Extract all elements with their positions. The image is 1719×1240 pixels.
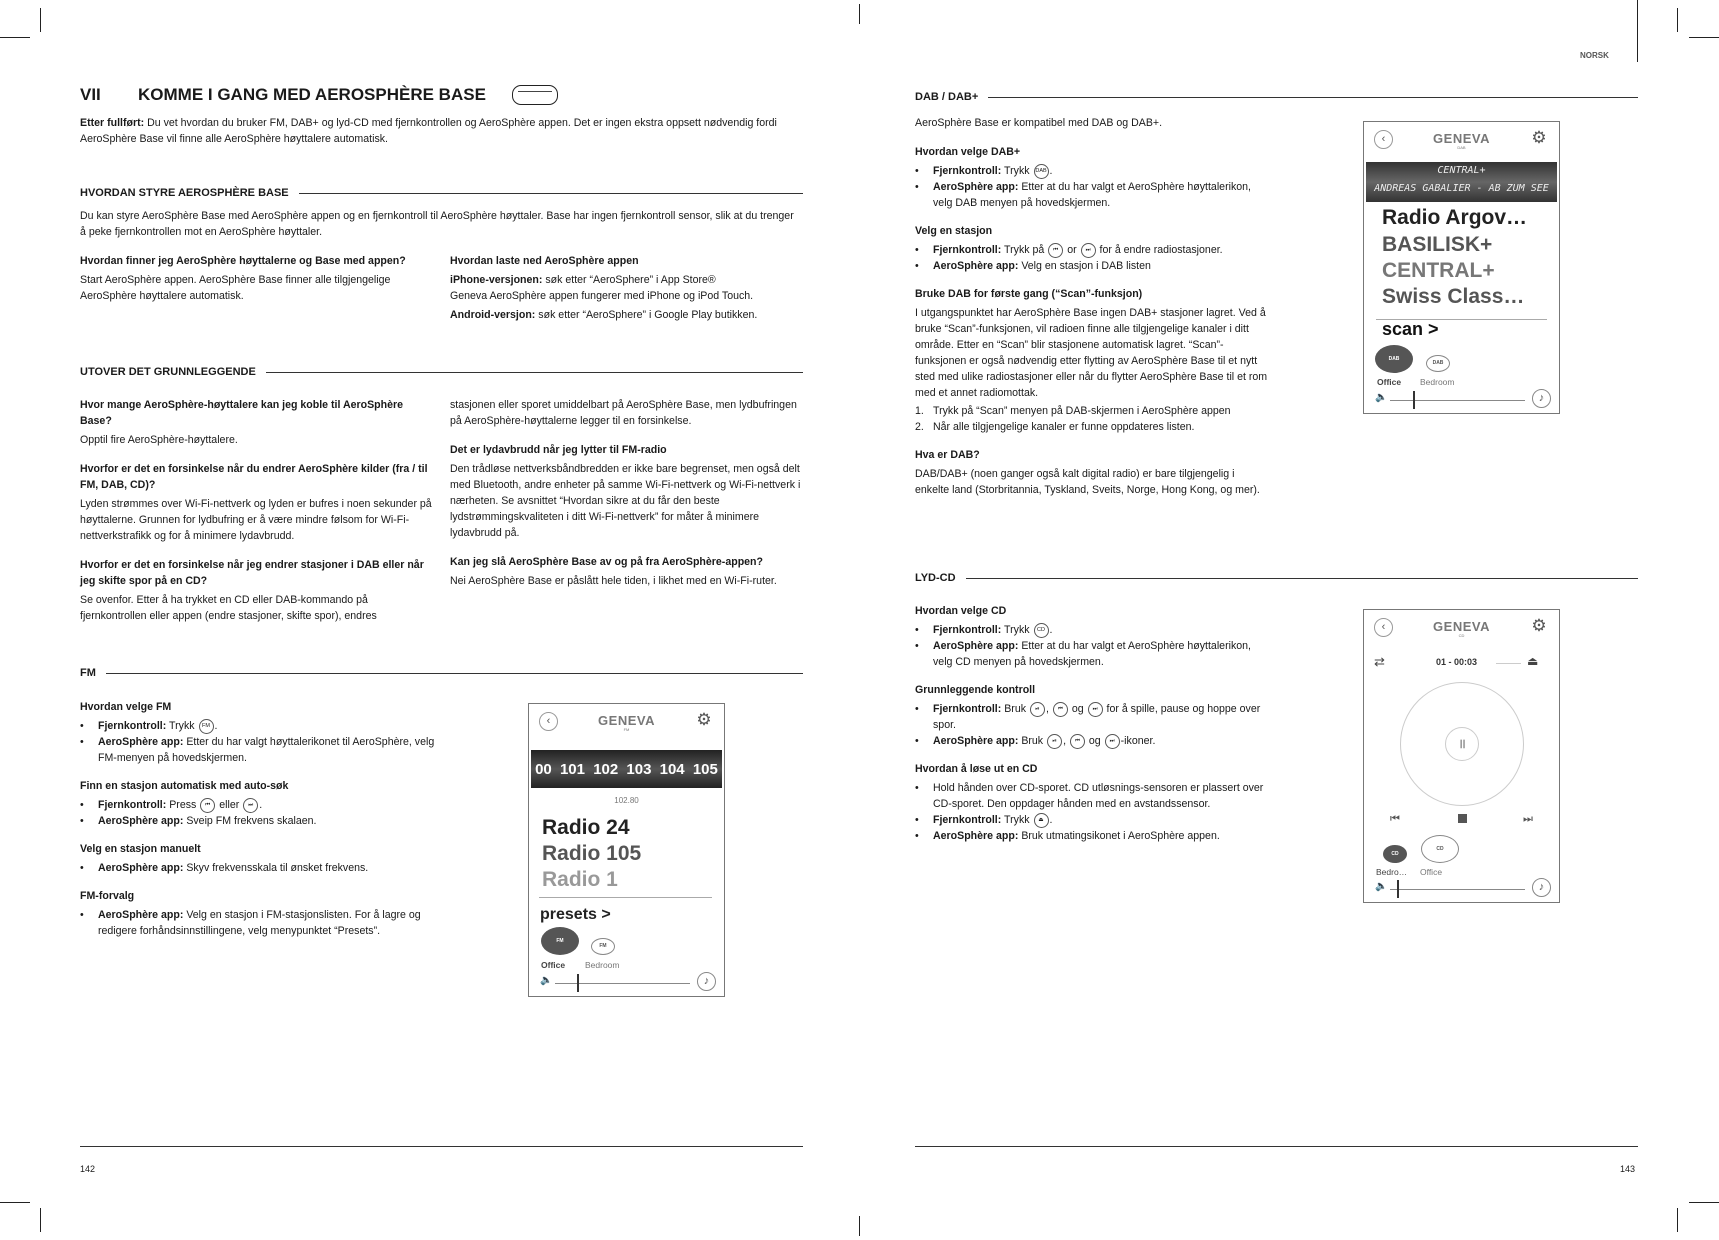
next-icon: ⏭ bbox=[1088, 702, 1103, 717]
gear-icon[interactable]: ⚙ bbox=[696, 710, 712, 729]
iphone-text: søk etter “AeroSphere” i App Store® bbox=[545, 274, 716, 286]
speaker-bedroom[interactable]: CD bbox=[1383, 845, 1407, 863]
volume-handle[interactable] bbox=[577, 974, 579, 992]
prev-track-icon[interactable]: ⏮ bbox=[1390, 813, 1400, 825]
station-item[interactable]: BASILISK+ bbox=[1382, 233, 1493, 256]
play-pause-icon: ⏯ bbox=[1047, 734, 1062, 749]
subheading: Hvordan velge DAB+ bbox=[915, 146, 1021, 158]
chapter-number: VII bbox=[80, 85, 101, 104]
section-title: HVORDAN STYRE AEROSPHÈRE BASE bbox=[80, 187, 289, 199]
crop-mark bbox=[1677, 1208, 1678, 1232]
list-item: • AeroSphère app: Sveip FM frekvens skalaen. bbox=[80, 813, 440, 829]
section-title: DAB / DAB+ bbox=[915, 91, 979, 103]
intro-paragraph bbox=[80, 115, 800, 147]
section-heading-cd bbox=[915, 570, 1638, 586]
iphone-text2: Geneva AeroSphère appen fungerer med iPhone og iPod Touch. bbox=[450, 290, 754, 302]
brand-logo: GENEVA bbox=[598, 713, 655, 728]
list-item: • AeroSphère app: Etter du har valgt høyttalerikonet til AeroSphère, velg FM-menyen på hovedskjermen. bbox=[80, 734, 440, 766]
track-number: 01 bbox=[1436, 657, 1447, 667]
volume-handle[interactable] bbox=[1397, 880, 1399, 898]
next-track-icon[interactable]: ⏭ bbox=[1523, 813, 1533, 825]
intro-bold: Etter fullført: bbox=[80, 117, 145, 129]
subheading: Velg en stasjon bbox=[915, 225, 993, 237]
list-item: • Fjernkontroll: Trykk CD . bbox=[915, 622, 1270, 638]
subheading: Hvordan velge FM bbox=[80, 701, 172, 713]
prev-icon: ⏮ bbox=[1048, 243, 1063, 258]
speaker-label: Office bbox=[1420, 867, 1443, 877]
chapter-title: KOMME I GANG MED AEROSPHÈRE BASE bbox=[138, 85, 486, 104]
back-icon[interactable]: ‹ bbox=[539, 712, 558, 731]
language-label: NORSK bbox=[1580, 51, 1609, 60]
next-icon: ⏭ bbox=[1081, 243, 1096, 258]
fm-button-icon: FM bbox=[199, 719, 214, 734]
play-pause-icon: ⏯ bbox=[1030, 702, 1045, 717]
subheading: FM-forvalg bbox=[80, 890, 135, 902]
speaker-office[interactable]: DAB bbox=[1375, 345, 1413, 373]
list-item: • Fjernkontroll: Bruk ⏯ , ⏮ og ⏭ for å spille, pause og hoppe over spor. bbox=[915, 701, 1270, 733]
faq-download-app bbox=[450, 253, 805, 323]
android-text: søk etter “AeroSphere” i Google Play butikken. bbox=[538, 309, 758, 321]
volume-icon: 🔈 bbox=[1375, 881, 1388, 892]
intro-text: Du vet hvordan du bruker FM, DAB+ og lyd-CD med fjernkontrollen og AeroSphère appen. Det er ingen ekstra oppsett nødvendig fordi AeroSphère Base vil finne alle AeroSphère høyttalere automatisk. bbox=[80, 117, 777, 145]
section-heading-dab bbox=[915, 89, 1638, 105]
speaker-office[interactable]: CD bbox=[1421, 835, 1459, 863]
volume-handle[interactable] bbox=[1413, 391, 1415, 409]
prev-icon: ⏮ bbox=[1053, 702, 1068, 717]
section-heading-beyond bbox=[80, 364, 803, 380]
question: Hvordan laste ned AeroSphère appen bbox=[450, 255, 639, 267]
subheading: Velg en stasjon manuelt bbox=[80, 843, 201, 855]
station-item[interactable]: Radio Argov… bbox=[1382, 206, 1528, 229]
aerosphere-base-device-icon bbox=[512, 85, 558, 105]
answer: Start AeroSphère appen. AeroSphère Base finner alle tilgjengelige AeroSphère høyttalere automatisk. bbox=[80, 274, 391, 302]
crop-mark bbox=[1689, 1202, 1719, 1203]
fm-instructions bbox=[80, 699, 440, 939]
volume-slider[interactable] bbox=[1390, 400, 1525, 401]
subheading: Hvordan velge CD bbox=[915, 605, 1007, 617]
crop-mark bbox=[0, 37, 30, 38]
station-item[interactable]: Swiss Class… bbox=[1382, 285, 1525, 308]
section-heading-control bbox=[80, 185, 803, 201]
question: Hvorfor er det en forsinkelse når jeg endrer stasjoner i DAB eller når jeg skifte spor på en CD? bbox=[80, 559, 424, 587]
question: Kan jeg slå AeroSphère Base av og på fra AeroSphère-appen? bbox=[450, 556, 764, 568]
crop-mark bbox=[1637, 0, 1638, 62]
subheading: Bruke DAB for første gang (“Scan”-funksjon) bbox=[915, 288, 1143, 300]
brand-logo: GENEVA bbox=[1433, 619, 1490, 634]
freq-tick: 103 bbox=[626, 760, 652, 778]
music-note-icon[interactable]: ♪ bbox=[697, 972, 716, 991]
subheading: Hva er DAB? bbox=[915, 449, 980, 461]
freq-tick: 101 bbox=[559, 760, 585, 778]
eject-icon: ⏏ bbox=[1034, 813, 1049, 828]
list-item: • Fjernkontroll: Press ⏮ eller ⏭ . bbox=[80, 797, 440, 813]
source-label: CD bbox=[1458, 633, 1465, 638]
speaker-bedroom[interactable]: FM bbox=[591, 938, 615, 955]
subheading: Grunnleggende kontroll bbox=[915, 684, 1036, 696]
freq-tick: 104 bbox=[659, 760, 685, 778]
answer: Se ovenfor. Etter å ha trykket en CD eller DAB-kommando på fjernkontrollen eller appen (endre stasjoner, skifte spor), endres bbox=[80, 594, 377, 622]
iphone-label: iPhone-versjonen: bbox=[450, 274, 543, 286]
track-indicator: 01 - 00:03 bbox=[1436, 657, 1478, 667]
list-item: • AeroSphère app: Velg en stasjon i DAB listen bbox=[915, 258, 1270, 274]
volume-slider[interactable] bbox=[1390, 889, 1525, 890]
list-item: • AeroSphère app: Velg en stasjon i FM-stasjonslisten. For å lagre og redigere forhåndsinnstillingene, velg menypunktet “Presets”. bbox=[80, 907, 440, 939]
answer: Lyden strømmes over Wi-Fi-nettverk og lyden er bufres i noen sekunder på høyttalerne. Grunnen for lydbufring er å være mindre følsom for Wi-Fi-nettverkstrafikk og for å minimere lydavbrudd. bbox=[80, 498, 432, 542]
question: Hvordan finner jeg AeroSphère høyttalerne og Base med appen? bbox=[80, 255, 406, 267]
station-item[interactable]: Radio 105 bbox=[542, 842, 642, 865]
speaker-label: Office bbox=[1377, 377, 1402, 387]
speaker-label: Bedroom bbox=[585, 960, 620, 970]
track-time: 00:03 bbox=[1454, 657, 1478, 667]
gear-icon[interactable]: ⚙ bbox=[1531, 616, 1547, 635]
frequency-dial[interactable] bbox=[531, 750, 722, 788]
speaker-label: Bedro… bbox=[1376, 867, 1408, 877]
list-item: • Fjernkontroll: Trykk FM . bbox=[80, 718, 440, 734]
back-icon[interactable]: ‹ bbox=[1374, 618, 1393, 637]
subheading: Finn en stasjon automatisk med auto-søk bbox=[80, 780, 289, 792]
source-label: FM bbox=[623, 727, 630, 732]
list-item: • AeroSphère app: Skyv frekvensskala til ønsket frekvens. bbox=[80, 860, 440, 876]
question: Hvorfor er det en forsinkelse når du endrer AeroSphère kilder (fra / til FM, DAB, CD)? bbox=[80, 463, 428, 491]
dab-instructions bbox=[915, 115, 1270, 498]
list-item: • Fjernkontroll: Trykk på ⏮ or ⏭ for å endre radiostasjoner. bbox=[915, 242, 1270, 258]
footer-rule bbox=[80, 1146, 803, 1147]
volume-slider[interactable] bbox=[555, 983, 690, 984]
list-item: • Fjernkontroll: Trykk ⏏ . bbox=[915, 812, 1270, 828]
list-item: • AeroSphère app: Bruk utmatingsikonet i AeroSphère appen. bbox=[915, 828, 1270, 844]
station-item[interactable]: Radio 24 bbox=[542, 816, 630, 839]
cd-button-icon: CD bbox=[1034, 623, 1049, 638]
shuffle-icon[interactable]: ⇄ bbox=[1374, 654, 1385, 669]
section-title: FM bbox=[80, 667, 96, 679]
source-label: DAB bbox=[1457, 145, 1466, 150]
speaker-bedroom[interactable]: DAB bbox=[1426, 355, 1450, 372]
page-number: 142 bbox=[80, 1164, 96, 1174]
prev-icon: ⏮ bbox=[200, 798, 215, 813]
volume-icon: 🔈 bbox=[540, 975, 553, 986]
lcd-station: CENTRAL+ bbox=[1437, 165, 1486, 176]
station-item[interactable]: Radio 1 bbox=[542, 868, 618, 891]
crop-mark bbox=[40, 8, 41, 32]
list-item: • Fjernkontroll: Trykk DAB . bbox=[915, 163, 1270, 179]
next-icon: ⏭ bbox=[243, 798, 258, 813]
list-item: • AeroSphère app: Etter at du har valgt et AeroSphère høyttalerikon, velg DAB menyen på hovedskjermen. bbox=[915, 179, 1270, 211]
next-icon: ⏭ bbox=[1105, 734, 1120, 749]
beyond-col-2 bbox=[450, 397, 805, 589]
speaker-office[interactable]: FM bbox=[541, 927, 579, 955]
answer: Den trådløse nettverksbåndbredden er ikke bare begrenset, men også delt med Bluetooth, andre enheter på samme Wi-Fi-nettverk og Wi-Fi-nettverk i nærheten. Se avsnittet “Hvordan sikre at du får den beste lydstrømmingskvaliteten i ditt Wi-Fi-nettverk” for måter å minimere lydavbrudd på. bbox=[450, 463, 801, 539]
dab-intro: AeroSphère Base er kompatibel med DAB og DAB+. bbox=[915, 117, 1163, 129]
brand-logo: GENEVA bbox=[1433, 131, 1490, 146]
speaker-label: Bedroom bbox=[1420, 377, 1455, 387]
list-item: • Hold hånden over CD-sporet. CD utløsnings-sensoren er plassert over CD-sporet. Den oppdager hånden med en avstandssensor. bbox=[915, 780, 1270, 812]
music-note-icon[interactable]: ♪ bbox=[1532, 389, 1551, 408]
cd-instructions bbox=[915, 603, 1270, 844]
section-heading-fm bbox=[80, 665, 803, 681]
stop-icon[interactable] bbox=[1458, 814, 1467, 823]
frequency-readout: 102.80 bbox=[614, 796, 639, 805]
station-item[interactable]: CENTRAL+ bbox=[1382, 259, 1495, 282]
eject-icon[interactable]: ⏏ bbox=[1527, 654, 1539, 668]
dab-app-screenshot bbox=[1363, 121, 1560, 414]
cd-app-screenshot bbox=[1363, 609, 1560, 903]
presets-link[interactable]: presets > bbox=[540, 906, 611, 923]
crop-mark bbox=[1689, 37, 1719, 38]
freq-tick: 105 bbox=[692, 760, 718, 778]
control-text: Du kan styre AeroSphère Base med AeroSphère appen og en fjernkontroll til AeroSphère høyttaler. Base har ingen fjernkontroll sensor, slik at du trenger å peke fjernkontrollen mot en AeroSphère høyttaler. bbox=[80, 210, 794, 238]
freq-tick: 00 bbox=[535, 760, 552, 778]
speaker-label: Office bbox=[541, 960, 566, 970]
crop-mark bbox=[0, 1202, 30, 1203]
crop-mark bbox=[859, 1216, 860, 1236]
question: Hvor mange AeroSphère-høyttalere kan jeg koble til AeroSphère Base? bbox=[80, 399, 404, 427]
answer: Opptil fire AeroSphère-høyttalere. bbox=[80, 434, 238, 446]
music-note-icon[interactable]: ♪ bbox=[1532, 878, 1551, 897]
prev-icon: ⏮ bbox=[1070, 734, 1085, 749]
dab-button-icon: DAB bbox=[1034, 164, 1049, 179]
step-item: 2. Når alle tilgjengelige kanaler er funne oppdateres listen. bbox=[915, 421, 1195, 433]
question: Det er lydavbrudd når jeg lytter til FM-radio bbox=[450, 444, 667, 456]
page-number: 143 bbox=[1620, 1164, 1636, 1174]
volume-icon: 🔈 bbox=[1375, 392, 1388, 403]
freq-tick: 102 bbox=[593, 760, 619, 778]
dab-description: DAB/DAB+ (noen ganger også kalt digital radio) er bare tilgjengelig i enkelte land (Storbritannia, Tyskland, Sveits, Norge, Hong Kong, og mer). bbox=[915, 468, 1260, 496]
answer: Nei AeroSphère Base er påslått hele tiden, i likhet med en Wi-Fi-ruter. bbox=[450, 575, 777, 587]
scan-link[interactable]: scan > bbox=[1382, 319, 1439, 339]
fm-app-screenshot bbox=[528, 703, 725, 997]
faq-find-speakers bbox=[80, 253, 435, 304]
section-title: LYD-CD bbox=[915, 572, 956, 584]
subheading: Hvordan å løse ut en CD bbox=[915, 763, 1038, 775]
crop-mark bbox=[1677, 8, 1678, 32]
beyond-col-1 bbox=[80, 397, 435, 624]
chapter-heading bbox=[80, 84, 810, 106]
crop-mark bbox=[859, 4, 860, 24]
list-item: • AeroSphère app: Etter at du har valgt et AeroSphère høyttalerikon, velg CD menyen på hovedskjermen. bbox=[915, 638, 1270, 670]
gear-icon[interactable]: ⚙ bbox=[1531, 128, 1547, 147]
android-label: Android-versjon: bbox=[450, 309, 536, 321]
step-item: 1. Trykk på “Scan” menyen på DAB-skjermen i AeroSphère appen bbox=[915, 405, 1231, 417]
lcd-track: ANDREAS GABALIER - AB ZUM SEE bbox=[1374, 183, 1549, 194]
section-title: UTOVER DET GRUNNLEGGENDE bbox=[80, 366, 256, 378]
back-icon[interactable]: ‹ bbox=[1374, 130, 1393, 149]
answer-continued: stasjonen eller sporet umiddelbart på AeroSphère Base, men lydbufringen på AeroSphère-høyttalerne legger til en forsinkelse. bbox=[450, 399, 797, 427]
list-item: • AeroSphère app: Bruk ⏯ , ⏮ og ⏭ -ikoner. bbox=[915, 733, 1270, 749]
crop-mark bbox=[40, 1208, 41, 1232]
pause-icon[interactable]: ॥ bbox=[1445, 727, 1479, 761]
dab-lcd-display bbox=[1366, 162, 1557, 202]
scan-text: I utgangspunktet har AeroSphère Base ingen DAB+ stasjoner lagret. Ved å bruke “Scan”-funksjonen, vil radioen finne alle tilgjengelige kanaler i ditt område. Etter en “Scan” blir stasjonene automatisk lagret. “Scan”-funksjonen er også nødvendig etter flytting av AeroSphère Base til et nytt sted med ulike radiostasjoner eller når du flytter AeroSphère Base til et rom med et annet radiomottak. bbox=[915, 307, 1268, 399]
footer-rule bbox=[915, 1146, 1638, 1147]
